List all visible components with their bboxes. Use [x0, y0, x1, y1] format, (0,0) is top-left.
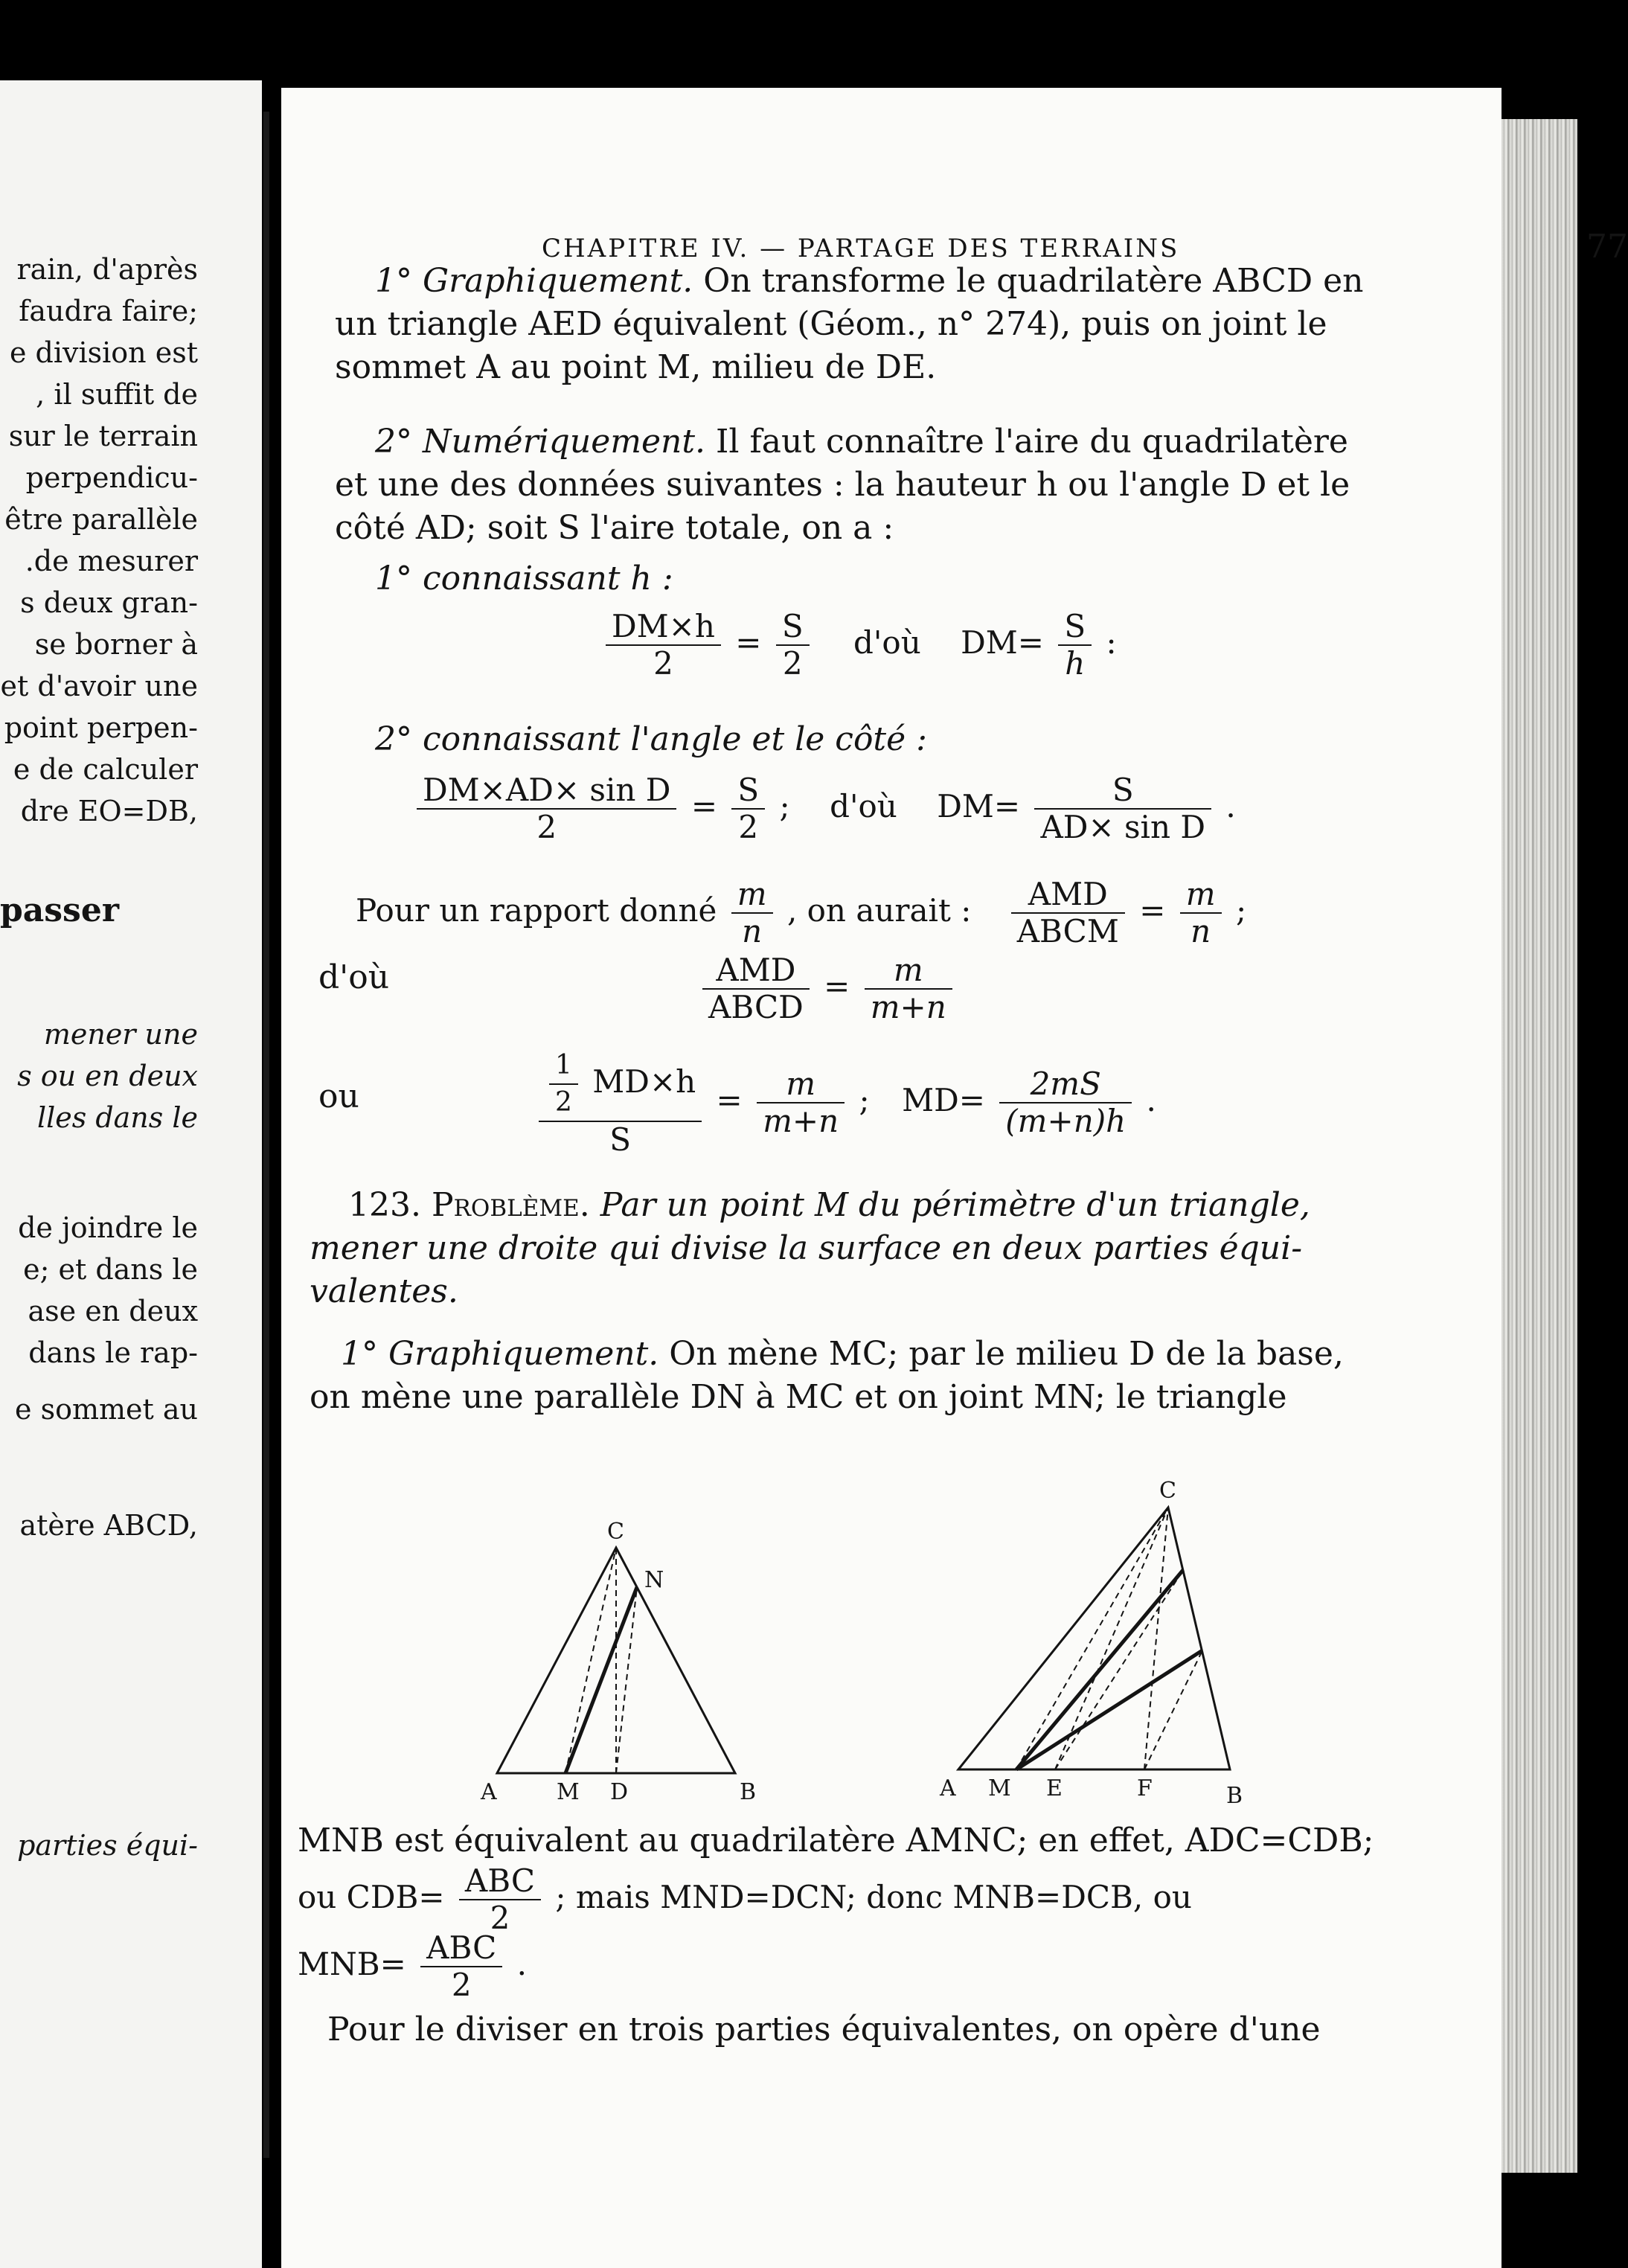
formula-1	[601, 609, 1117, 682]
text-line: ou	[318, 1077, 359, 1115]
book-page	[281, 88, 1628, 2268]
left-line: être parallèle	[4, 503, 198, 536]
problem-label: Problème.	[431, 1186, 590, 1224]
fraction-denominator: n	[1190, 913, 1211, 949]
text-line	[341, 1335, 1344, 1373]
label-c-2: C	[1159, 1478, 1176, 1504]
formula-word: d'où	[853, 624, 921, 661]
left-line: de joindre le	[18, 1211, 198, 1244]
triangle-figures	[400, 1427, 1502, 1829]
formula-lhs: MD=	[902, 1082, 985, 1118]
left-line: point perpen-	[4, 711, 198, 744]
fraction-denominator: m+n	[763, 1103, 839, 1139]
left-line: e de calculer	[13, 753, 198, 786]
text-span: Par un point M du périmètre d'un triangle,	[600, 1186, 1310, 1224]
fraction-denominator: 2	[555, 1087, 572, 1118]
line-mc-2	[1016, 1508, 1168, 1769]
text-span: ou CDB=	[298, 1879, 445, 1915]
left-italic-line: lles dans le	[36, 1101, 198, 1134]
fraction-denominator: 2	[653, 645, 673, 682]
fraction-numerator: S	[1058, 609, 1092, 646]
label-e-2: E	[1046, 1775, 1063, 1801]
left-line: .de mesurer	[25, 545, 198, 577]
line-ec	[1055, 1508, 1168, 1769]
figure-2	[939, 1478, 1243, 1809]
page-number: 77	[1586, 228, 1628, 266]
label-a: A	[481, 1779, 497, 1805]
fraction-numerator: ABC	[459, 1863, 541, 1900]
text-span: MNB=	[298, 1946, 406, 1982]
left-line: sur le terrain	[8, 420, 198, 452]
fraction-denominator: ABCM	[1016, 913, 1119, 949]
text-span: , on aurait :	[786, 892, 972, 929]
fraction-numerator: AMD	[702, 952, 810, 990]
text-span: On transforme le quadrilatère ABCD en	[703, 262, 1364, 300]
fraction-denominator: 2	[738, 809, 759, 845]
text-line: d'où	[318, 958, 390, 996]
label-b-2: B	[1226, 1783, 1243, 1809]
paragraph-label: 2° Numériquement.	[375, 423, 705, 461]
fraction-numerator: 2mS	[999, 1066, 1132, 1103]
text-span: Il faut connaître l'aire du quadrilatère	[716, 423, 1348, 461]
ratio-line: Pour un rapport donné $\frac{m}{n}$ , on aurait : $\frac{\text{AMD}}{\text{ABCM}}$ = $\frac{m}{n}$ ;	[356, 876, 1247, 949]
formula-part: MD×h	[592, 1063, 696, 1100]
gutter-line	[263, 112, 269, 2158]
figure-1	[480, 1519, 756, 1805]
left-heading: passer	[0, 891, 119, 929]
running-header	[542, 228, 1628, 266]
case-label: 1° connaissant h :	[375, 560, 673, 598]
formula-lhs: DM=	[961, 624, 1044, 661]
formula-5: $\frac{1}{2}$ MD×h S = $\frac{m}{m+n}$ ; MD= $\frac{2mS}{(m+n)h}$ .	[534, 1048, 1156, 1158]
formula-sep: ;	[859, 1082, 870, 1118]
line-fc	[1144, 1508, 1168, 1769]
fraction-denominator: 2	[490, 1900, 510, 1936]
text-line	[375, 262, 1364, 300]
label-f-2: F	[1137, 1775, 1153, 1801]
page-edge-stack	[1488, 119, 1577, 2173]
fraction-numerator: S	[1034, 772, 1211, 810]
fraction-denominator: AD× sin D	[1040, 809, 1206, 845]
formula-end: .	[516, 1946, 528, 1982]
fraction-numerator: S	[731, 772, 765, 810]
label-a-2: A	[940, 1775, 956, 1801]
line-divider-1	[1016, 1570, 1183, 1769]
text-line	[298, 1863, 1192, 1936]
text-span: ; mais MND=DCN; donc MNB=DCB, ou	[555, 1879, 1192, 1915]
left-italic-line: s ou en deux	[17, 1060, 198, 1092]
text-line: on mène une parallèle DN à MC et on joint MN; le triangle	[310, 1378, 1287, 1416]
fraction-numerator: m	[1180, 877, 1222, 914]
formula-sep: ;	[779, 788, 790, 824]
text-line: un triangle AED équivalent (Géom., n° 274), puis on joint le	[335, 305, 1327, 343]
left-line: perpendicu-	[25, 461, 198, 494]
case-label: 2° connaissant l'angle et le côté :	[375, 720, 927, 758]
left-line: , il suffit de	[36, 378, 198, 411]
left-line: s deux gran-	[20, 586, 198, 619]
text-span: Pour un rapport donné	[356, 892, 717, 929]
formula-end: .	[1146, 1082, 1156, 1118]
left-line: dre EO=DB,	[20, 795, 198, 827]
fraction-denominator: ABCD	[708, 989, 804, 1025]
problem-number: 123.	[348, 1186, 421, 1224]
fraction-denominator: m+n	[870, 989, 946, 1025]
text-line: côté AD; soit S l'aire totale, on a :	[335, 509, 894, 547]
label-b: B	[740, 1779, 757, 1805]
text-line	[348, 1186, 1310, 1224]
triangle-abc-2	[958, 1508, 1230, 1769]
left-line: e; et dans le	[23, 1253, 198, 1286]
formula-end: :	[1106, 624, 1117, 661]
fraction-denominator: n	[742, 913, 763, 949]
chapter-title: CHAPITRE IV. — PARTAGE DES TERRAINS	[542, 234, 1180, 263]
text-line	[298, 1930, 527, 2003]
left-italic-line: parties équi-	[17, 1829, 198, 1862]
text-line: mener une droite qui divise la surface en deux parties équi-	[310, 1229, 1303, 1267]
fraction-numerator: DM×AD× sin D	[417, 772, 676, 810]
text-line: et une des données suivantes : la hauteur h ou l'angle D et le	[335, 466, 1350, 504]
left-line: se borner à	[34, 628, 198, 661]
left-line: et d'avoir une	[0, 670, 198, 702]
text-span: On mène MC; par le milieu D de la base,	[669, 1335, 1344, 1373]
label-m-2: M	[988, 1775, 1011, 1801]
formula-end: ;	[1235, 892, 1247, 929]
left-line: atère ABCD,	[19, 1509, 198, 1542]
left-page-fragment	[0, 80, 262, 2268]
fraction-numerator: m	[865, 952, 952, 990]
formula-4: $\frac{\text{AMD}}{\text{ABCD}}$ = $\frac{m}{m+n}$	[698, 952, 957, 1025]
text-line	[375, 423, 1348, 461]
fraction-numerator: m	[731, 877, 773, 914]
left-line: e division est	[9, 336, 198, 369]
left-line: rain, d'après	[16, 253, 198, 286]
line-divider-2	[1016, 1650, 1202, 1769]
paragraph-label: 1° Graphiquement.	[375, 262, 693, 300]
formula-end: .	[1225, 788, 1236, 824]
fraction-denominator: (m+n)h	[1005, 1103, 1127, 1139]
fraction-denominator: S	[609, 1121, 631, 1158]
fraction-denominator: 2	[782, 645, 803, 682]
paragraph-label: 1° Graphiquement.	[341, 1335, 659, 1373]
text-line: Pour le diviser en trois parties équivalentes, on opère d'une	[327, 2011, 1321, 2048]
fraction-numerator: m	[757, 1066, 845, 1103]
fraction-numerator: DM×h	[606, 609, 721, 646]
left-italic-line: mener une	[43, 1018, 198, 1051]
equals-sign: =	[735, 624, 762, 661]
fraction-numerator: S	[776, 609, 810, 646]
text-line: valentes.	[310, 1272, 458, 1310]
formula-2: $\frac{\text{DM×AD× sin D}}{2}$ = $\frac{S}{2}$ ; d'où DM= $\frac{S}{\text{AD× sin D}}$ .	[412, 772, 1236, 845]
formula-lhs: DM=	[937, 788, 1021, 824]
fraction-denominator: 2	[536, 809, 557, 845]
fraction-numerator: 1	[549, 1048, 578, 1085]
text-line: sommet A au point M, milieu de DE.	[335, 348, 937, 386]
fraction-numerator: ABC	[420, 1930, 502, 1967]
text-line: MNB est équivalent au quadrilatère AMNC; en effet, ADC=CDB;	[298, 1822, 1374, 1859]
fraction-denominator: 2	[451, 1967, 472, 2003]
left-line: faudra faire;	[19, 295, 198, 327]
label-n: N	[644, 1567, 664, 1593]
fraction-denominator: h	[1065, 645, 1086, 682]
left-line: ase en deux	[28, 1295, 198, 1327]
left-line: e sommet au	[15, 1393, 198, 1426]
label-c: C	[607, 1519, 624, 1545]
formula-word: d'où	[830, 788, 897, 824]
fraction-numerator: AMD	[1011, 877, 1125, 914]
left-line: dans le rap-	[28, 1336, 198, 1369]
label-m: M	[557, 1779, 580, 1805]
label-d: D	[610, 1779, 629, 1805]
